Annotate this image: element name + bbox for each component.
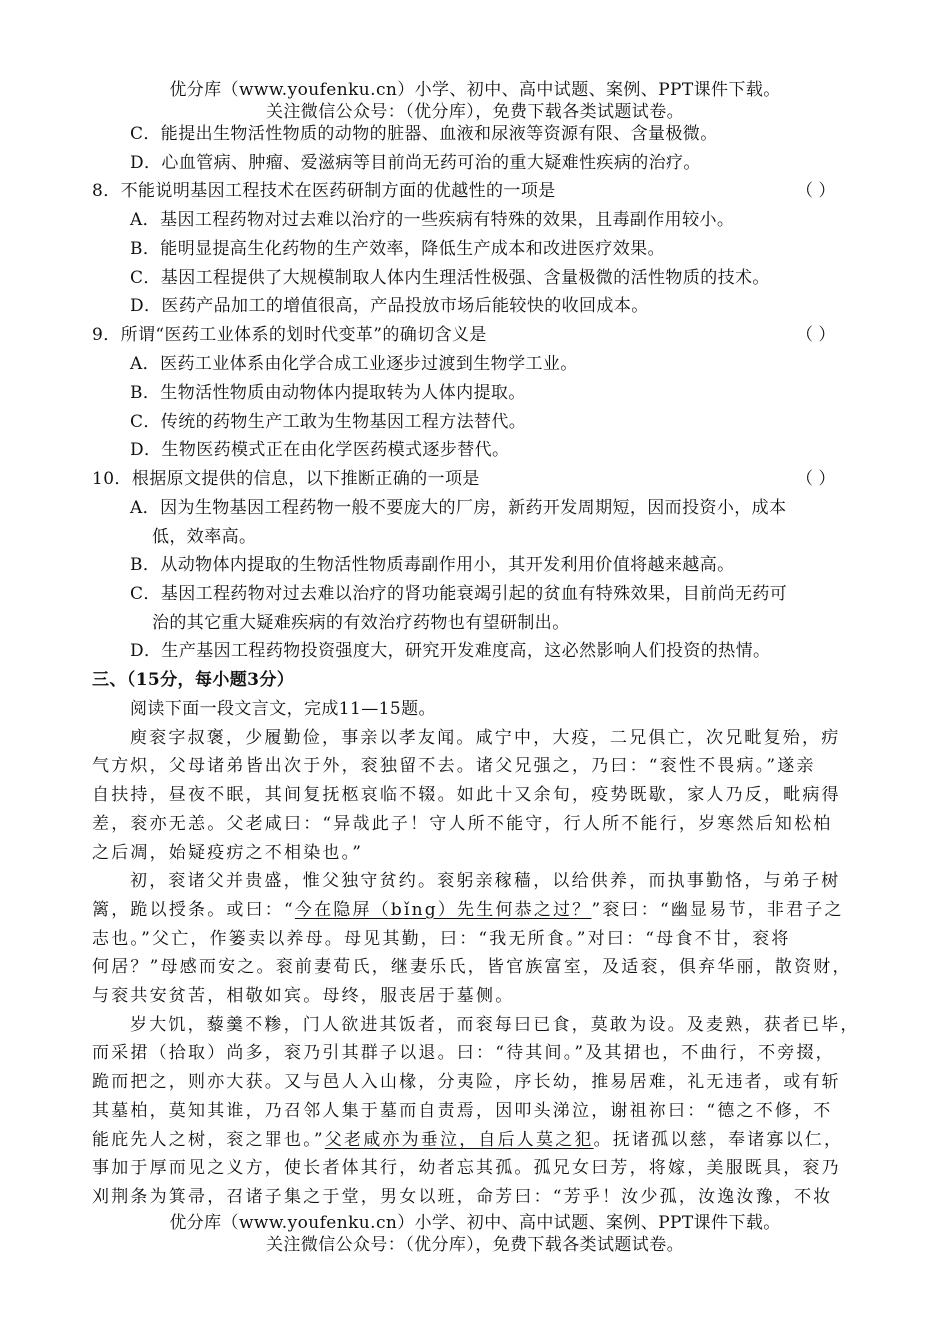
- q9-option-b: B．生物活性物质由动物体内提取转为人体内提取。: [130, 383, 526, 403]
- q10-option-a-line2: 低，效率高。: [152, 527, 257, 547]
- passage-p2-line1: 初，衮诸父并贵盛，惟父独守贫约。衮躬亲稼穑，以给供养，而执事勤恪，与弟子树: [130, 871, 841, 891]
- passage-p3-line2: 而采捃（拾取）尚多，衮乃引其群子以退。曰：“待其间。”及其捃也，不曲行，不旁掇，: [92, 1043, 835, 1063]
- q8-answer-bracket: （ ）: [796, 181, 836, 201]
- q9-option-d: D．生物医药模式正在由化学医药模式逐步替代。: [130, 440, 510, 460]
- passage-p3-line6: 事加于厚而见之义方，使长者体其行，幼者忘其孤。孤兄女曰芳，将嫁，美服既具，衮乃: [92, 1158, 841, 1178]
- q10-option-b: B．从动物体内提取的生物活性物质毒副作用小，其开发利用价值将越来越高。: [130, 555, 735, 575]
- q9-answer-bracket: （ ）: [796, 325, 836, 345]
- underlined-sentence-2: 父老咸亦为垂泣，自后人莫之犯: [324, 1130, 594, 1150]
- q8-option-b: B．能明显提高生化药物的生产效率，降低生产成本和改进医疗效果。: [130, 239, 665, 259]
- header-watermark-line1: 优分库（www.youfenku.cn）小学、初中、高中试题、案例、PPT课件下载。: [169, 80, 781, 100]
- q9-option-c: C．传统的药物生产工敢为生物基因工程方法替代。: [130, 412, 527, 432]
- passage-p1-line5: 之后凋，始疑疫疠之不相染也。”: [92, 843, 364, 863]
- footer-watermark-line2: 关注微信公众号：（优分库），免费下载各类试题试卷。: [266, 1235, 684, 1255]
- passage-p3-line5-part-a: 能庇先人之树，衮之罪也。”: [92, 1130, 325, 1150]
- passage-p3-line4: 其墓柏，莫知其谁，乃召邻人集于墓而自责焉，因叩头涕泣，谢祖祢曰：“德之不修，不: [92, 1101, 833, 1121]
- q8-option-a: A．基因工程药物对过去难以治疗的一些疾病有特殊的效果，且毒副作用较小。: [130, 210, 735, 230]
- q8-stem: 8．不能说明基因工程技术在医药研制方面的优越性的一项是: [92, 181, 556, 201]
- underlined-sentence-1: 今在隐屏（bǐng）先生何恭之过？: [294, 900, 592, 920]
- passage-p2-line3: 志也。”父亡，作篓卖以养母。母见其勤，曰：“我无所食。”对曰：“母食不甘，衮将: [92, 929, 791, 949]
- q7-option-c: C．能提出生物活性物质的动物的脏器、血液和尿液等资源有限、含量极微。: [130, 124, 718, 144]
- passage-p2-line5: 与衮共安贫苦，相敬如宾。母终，服丧居于墓侧。: [92, 986, 515, 1006]
- q10-option-c-line2: 治的其它重大疑难疾病的有效治疗药物也有望研制出。: [152, 613, 570, 633]
- q8-option-c: C．基因工程提供了大规模制取人体内生理活性极强、含量极微的活性物质的技术。: [130, 268, 770, 288]
- passage-p2-line2-part-b: ”衮曰：“幽显易节，非君子之: [591, 900, 844, 920]
- passage-p3-line5: [92, 1127, 843, 1153]
- passage-p3-line7: 刈荆条为箕帚，召诸子集之于堂，男女以班，命芳曰：“芳乎！汝少孤，汝逸汝豫，不妆: [92, 1187, 833, 1207]
- section3-heading: 三、（15分，每小题3分）: [92, 670, 295, 690]
- q9-stem: 9．所谓“医药工业体系的划时代变革”的确切含义是: [92, 325, 487, 345]
- q8-option-d: D．医药产品加工的增值很高，产品投放市场后能较快的收回成本。: [130, 296, 649, 316]
- section3-intro: 阅读下面一段文言文，完成11—15题。: [130, 699, 436, 719]
- passage-p1-line3: 自扶持，昼夜不眠，其间复抚柩哀临不辍。如此十又余旬，疫势既歇，家人乃反，毗病得: [92, 785, 841, 805]
- passage-p3-line1: 岁大饥，藜羹不糁，门人欲进其饭者，而衮每曰已食，莫敢为设。及麦熟，获者已毕，: [130, 1015, 860, 1035]
- q10-option-c-line1: C．基因工程药物对过去难以治疗的肾功能衰竭引起的贫血有特殊效果，目前尚无药可: [130, 584, 788, 604]
- passage-quote-open: “: [284, 900, 295, 920]
- passage-p1-line1: 庾衮字叔褒，少履勤俭，事亲以孝友闻。咸宁中，大疫，二兄俱亡，次兄毗复殆，疠: [130, 728, 841, 748]
- q7-option-d: D．心血管病、肿瘤、爱滋病等目前尚无药可治的重大疑难性疾病的治疗。: [130, 153, 701, 173]
- passage-p3-line3: 跪而把之，则亦大获。又与邑人入山椽，分夷险，序长幼，推易居难，礼无违者，或有斩: [92, 1072, 841, 1092]
- passage-p1-line2: 气方炽，父母诸弟皆出次于外，衮独留不去。诸父兄强之，乃曰：“衮性不畏病。”遂亲: [92, 756, 816, 776]
- q10-option-d: D．生产基因工程药物投资强度大，研究开发难度高，这必然影响人们投资的热情。: [130, 641, 771, 661]
- q10-answer-bracket: （ ）: [796, 469, 836, 489]
- passage-p2-line2-part-a: 篱，跪以授条。或曰：: [92, 900, 284, 920]
- passage-p2-line2: [92, 897, 844, 923]
- q10-stem: 10．根据原文提供的信息，以下推断正确的一项是: [92, 469, 480, 489]
- passage-p2-line4: 何居？”母感而安之。衮前妻荀氏，继妻乐氏，皆官族富室，及适衮，俱弃华丽，散资财，: [92, 957, 852, 977]
- passage-p1-line4: 差，衮亦无恙。父老咸曰：“异哉此子！守人所不能守，行人所不能行，岁寒然后知松柏: [92, 814, 833, 834]
- q10-option-a-line1: A．因为生物基因工程药物一般不要庞大的厂房，新药开发周期短，因而投资小，成本: [130, 498, 787, 518]
- passage-p3-line5-part-b: 。抚诸孤以慈，奉诸寡以仁，: [593, 1130, 844, 1150]
- header-watermark-line2: 关注微信公众号：（优分库），免费下载各类试题试卷。: [266, 102, 684, 122]
- q9-option-a: A．医药工业体系由化学合成工业逐步过渡到生物学工业。: [130, 354, 578, 374]
- footer-watermark-line1: 优分库（www.youfenku.cn）小学、初中、高中试题、案例、PPT课件下载。: [169, 1213, 781, 1233]
